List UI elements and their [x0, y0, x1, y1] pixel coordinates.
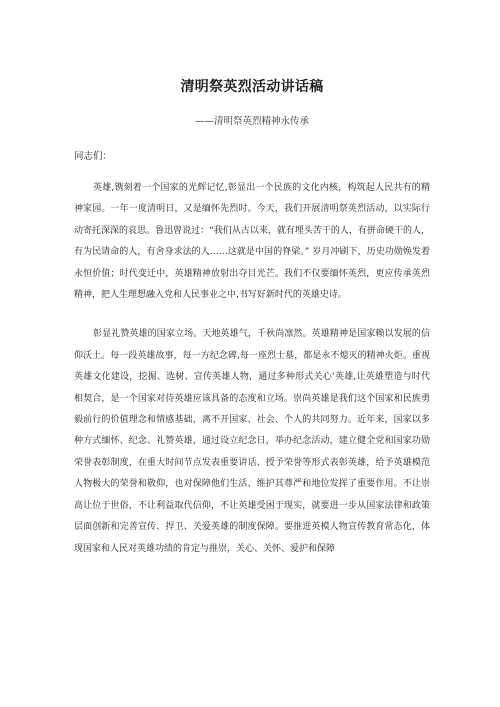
document-subtitle: ——清明祭英烈精神永传承	[194, 116, 309, 127]
paragraph-2: 彰显礼赞英雄的国家立场。天地英雄气，千秋尚凛然。英雄精神是国家赖以发展的信仰沃土。每一段英雄故事，每一方纪念碑,每一座烈士墓，都是永不熄灭的精神火炬。重视英雄文化建设，挖掘、选树、宣传英雄人物，通过多种形式关心‘英雄,让英雄塑造与时代相契合，是一个国家对待英雄应该具备的态度和立场。崇尚英雄是我们这个国家和民族勇毅前行的价值理念和情感基础，离不开国家、社会、个人的共同努力。近年来，国家以多种方式缅怀、纪念、礼赞英雄，通过设立纪念日，举办纪念活动，建立健全党和国家功勋荣誉表彰制度，在重大时间节点发表重要讲话、授予荣誉等形式表彰英雄，给予英雄模范人物极大的荣誉和敬仰，也对保障他们生活、维护其尊严和地位发挥了重要作用。不让崇高让位于世俗，不让利益取代信仰，不让英雄受困于现实，就要进一步从国家法律和政策层面创新和完善宣传、捍卫、关爱英雄的制度保障。要推进英模人物宣传教育常态化，体现国家和人民对英雄功绩的肯定与推崇，关心、关怀、爱护和保障	[74, 329, 430, 554]
document-title: 清明祭英烈活动讲话稿	[180, 79, 324, 95]
salutation: 同志们：	[74, 151, 113, 162]
paragraph-1: 英雄,镌刻着一个国家的光辉记忆,彰显出一个民族的文化内核，构筑起人民共有的精神家园。一年一度清明日，又是缅怀先烈时。今天，我们开展清明祭英烈活动，以实际行动寄托深深的哀思。鲁迅曾说过：“我们从古以来，就有埋头苦干的人，有拼命硬干的人，有为民请命的人，有舍身求法的人……这就是中国的脊梁。” 岁月冲刷下，历史功勋焕发着永恒价值；时代变迁中，英雄精神放射出夺目光芒。我们不仅要缅怀英烈，更应传承英烈精神，把人生理想融入党和人民事业之中,书写好新时代的英雄史诗。	[74, 183, 430, 301]
